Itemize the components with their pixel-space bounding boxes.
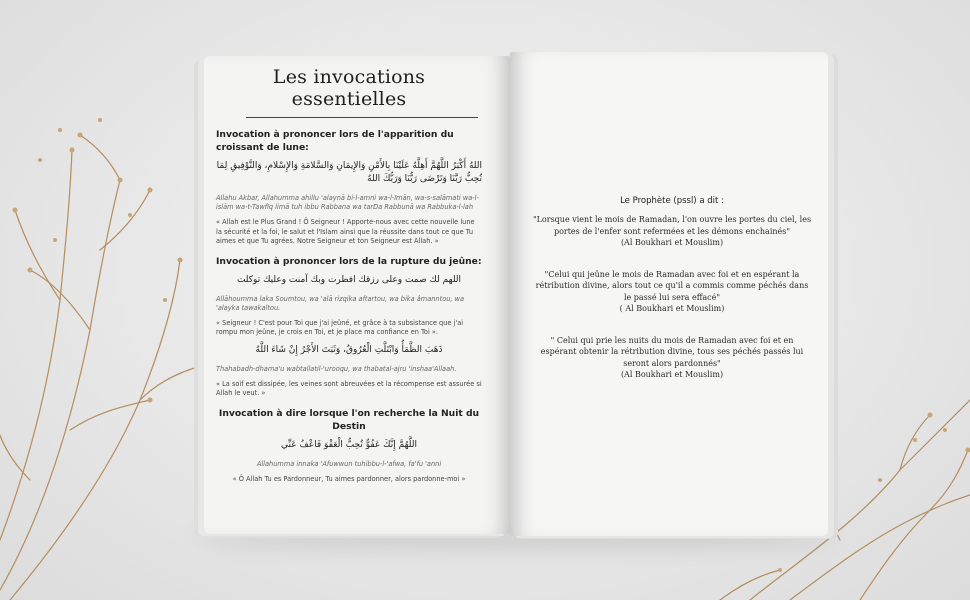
hadith-quote [532, 335, 812, 381]
hadith-quote [532, 214, 812, 249]
open-book [176, 46, 836, 546]
transliteration-text: Allāhoumma laka Soumtou, wa 'alā rizqika aftartou, wa bika âmanntou, wa 'alayka tawakaltou. [216, 294, 465, 312]
arabic-text: اللهُ أَكْبَرُ اللَّهُمَّ أَهِلَّهُ عَلَيْنَا بِالأَمْنِ وَالإِيمَانِ وَالسَّلامَةِ وَالإِسْلامِ، وَالتَّوْفِيقِ لِمَا تُحِبُّ رَبَّنَا وَتَرْضَى رَبُّنَا وَرَبُّكَ اللهُ [216, 161, 482, 184]
quote-text: "Celui qui jeûne le mois de Ramadan avec foi et en espérant la rétribution divine, alors tout ce qu'il a commis comme péchés dans le passé lui sera effacé" [535, 269, 809, 302]
translation-text: « Seigneur ! C'est pour Toi que j'ai jeûné, et grâce à ta subsistance que j'ai rompu mon jeûne, je crois en Toi, et je place ma confiance en Toi ». [216, 318, 464, 336]
prophet-heading: Le Prophète (pssl) a dit : [620, 196, 724, 206]
arabic-text: اللَّهُمَّ إِنَّكَ عَفُوٌّ تُحِبُّ الْعَفْوَ فَاعْفُ عَنِّي [281, 439, 417, 450]
translation-text: « Ô Allah Tu es Pardonneur, Tu aimes pardonner, alors pardonne-moi » [232, 474, 466, 483]
hadith-quote [532, 269, 812, 315]
arabic-text: اللهم لك صمت وعلى رزقك افطرت وبك آمنت وعليك توكلت [236, 274, 462, 285]
quote-text: " Celui qui prie les nuits du mois de Ramadan avec foi et en espérant obtenir la rétribution divine, tous ses péchés passés lui seront alors pardonnés" [540, 335, 804, 368]
quote-source: ( Al Boukhari et Mouslim) [619, 304, 725, 313]
section-heading-night-of-destiny: Invocation à dire lorsque l'on recherche la Nuit du Destin [218, 407, 480, 432]
page-title: Les invocations essentielles [272, 66, 426, 110]
section-heading-iftar: Invocation à prononcer lors de la rupture du jeûne: [216, 255, 482, 267]
quote-text: "Lorsque vient le mois de Ramadan, l'on ouvre les portes du ciel, les portes de l'enfer sont refermées et les démons enchainés" [532, 215, 812, 236]
transliteration-text: Allahumma innaka 'Afuwwun tuhibbu-l-'afwa, fa'fu 'anni [256, 459, 442, 468]
section-heading-crescent: Invocation à prononcer lors de l'apparition du croissant de lune: [216, 129, 454, 153]
transliteration-text: Allahu Akbar, Allahumma ahillu 'alaynā bi-l-amni wa-l-īmān, wa-s-salāmati wa-l-islām wa-t-Tawfīq limā tuh ibbu Rabbana wa tarDa Rabbunā wa Rabbuka-l-lah [216, 194, 479, 211]
left-page-content [216, 58, 482, 484]
translation-text: « Allah est le Plus Grand ! Ô Seigneur ! Apporte-nous avec cette nouvelle lune la sécurité et la foi, le salut et l'Islam ainsi que la réussite dans tout ce que Tu aimes et que Tu agrées. Notre Seigneur et ton Seigneur est Allah. » [216, 218, 475, 245]
transliteration-text: Thahabadh-dhama'u wabtallatil-'urooqu, wa thabatal-ajru 'inshaa'Allaah. [216, 364, 457, 373]
translation-text: « La soif est dissipée, les veines sont abreuvées et la récompense est assurée si Allah le veut. » [216, 379, 482, 397]
quote-source: (Al Boukhari et Mouslim) [620, 238, 724, 247]
right-page-content [532, 196, 812, 401]
title-underline [246, 117, 478, 118]
arabic-text: ذَهَبَ الظَّمَأُ وَابْتَلَّتِ الْعُرُوقُ، وَثَبَتَ الأَجْرُ إِنْ شَاءَ اللَّهُ [255, 344, 443, 355]
quote-source: (Al Boukhari et Mouslim) [620, 370, 724, 379]
